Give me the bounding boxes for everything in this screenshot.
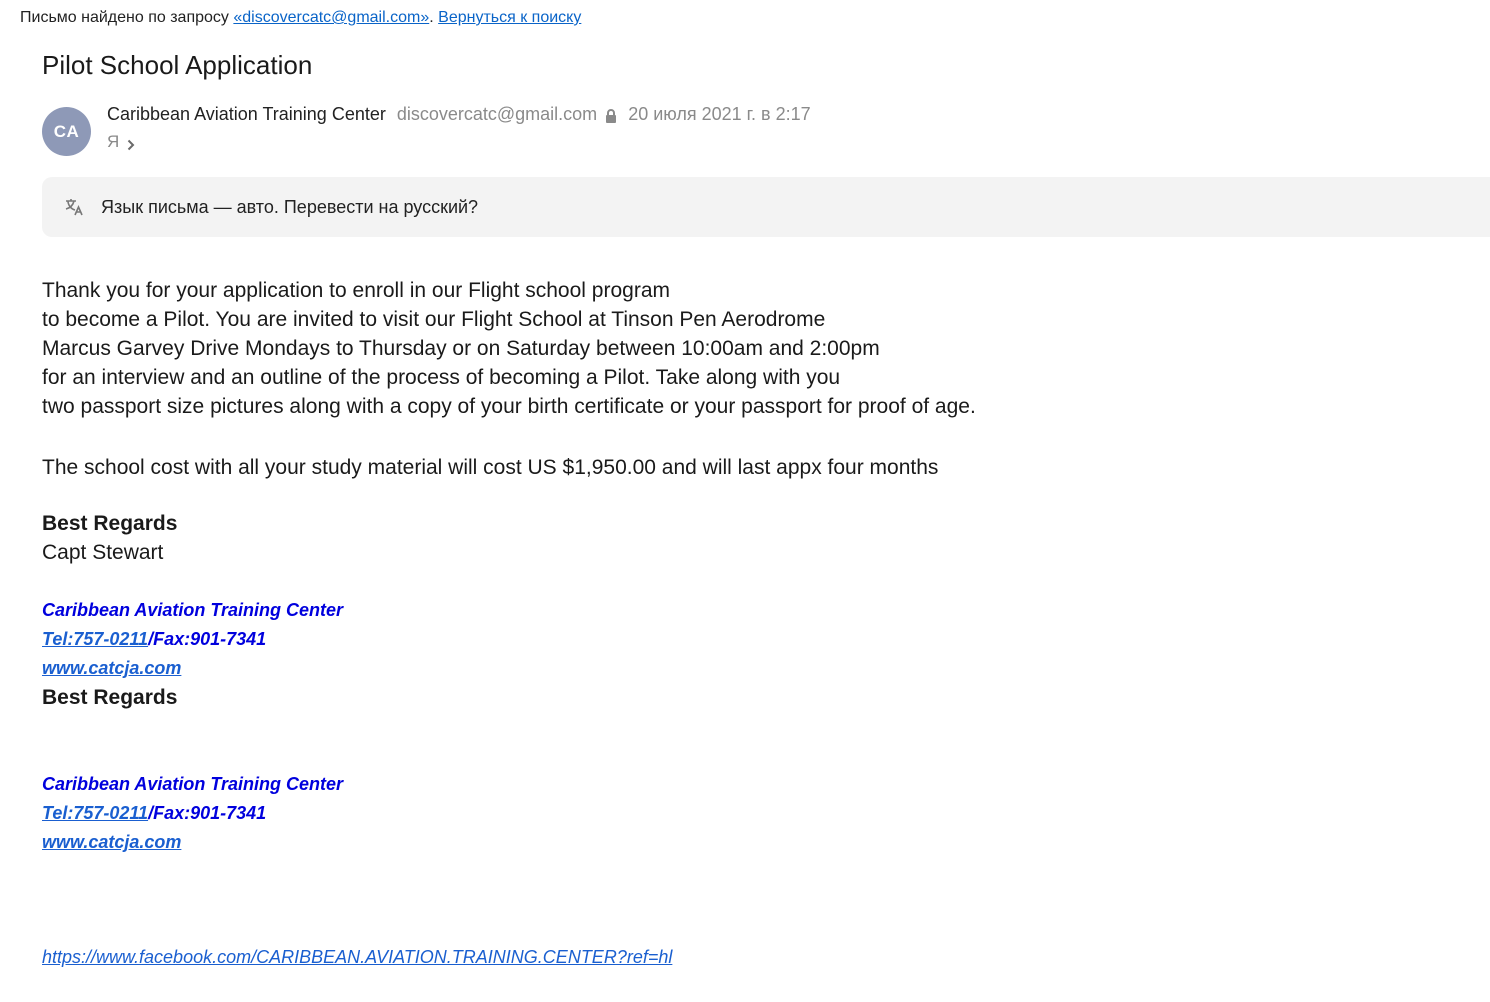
message-subject: Pilot School Application <box>42 50 313 80</box>
signature-website-link[interactable]: www.catcja.com <box>42 832 182 852</box>
body-sender-name: Capt Stewart <box>42 541 164 564</box>
body-cost-line: The school cost with all your study material will cost US $1,950.00 and will last appx four months <box>42 456 939 479</box>
body-line: two passport size pictures along with a copy of your birth certificate or your passport for proof of age. <box>42 395 976 418</box>
search-notice <box>20 9 581 27</box>
signature-block <box>42 596 976 683</box>
signature-regards: Best Regards <box>42 686 178 709</box>
message-date: 20 июля 2021 г. в 2:17 <box>628 104 811 124</box>
signature-block <box>42 770 976 857</box>
signature-company: Caribbean Aviation Training Center <box>42 600 344 620</box>
facebook-link[interactable]: https://www.facebook.com/CARIBBEAN.AVIATION.TRAINING.CENTER?ref=hl <box>42 947 673 967</box>
sender-line <box>107 104 811 125</box>
chevron-right-icon <box>127 136 135 148</box>
search-query-link[interactable]: «discovercatc@gmail.com» <box>233 9 430 26</box>
sender-name[interactable]: Caribbean Aviation Training Center <box>107 104 386 124</box>
translate-bar[interactable] <box>42 177 1490 237</box>
signature-tel-link[interactable]: Tel:757-0211 <box>42 629 149 649</box>
search-notice-separator: . <box>429 9 434 26</box>
lock-icon <box>605 108 617 124</box>
translate-icon <box>64 197 84 217</box>
sender-email[interactable]: discovercatc@gmail.com <box>396 104 598 124</box>
back-to-search-link[interactable]: Вернуться к поиску <box>438 9 582 26</box>
signature-website-link[interactable]: www.catcja.com <box>42 658 182 678</box>
body-line: Thank you for your application to enroll in our Flight school program <box>42 279 670 302</box>
body-line: Marcus Garvey Drive Mondays to Thursday or on Saturday between 10:00am and 2:00pm <box>42 337 880 360</box>
message-body <box>42 276 976 857</box>
translate-prompt[interactable]: Язык письма — авто. Перевести на русский? <box>101 196 479 217</box>
signature-fax: /Fax:901-7341 <box>148 803 267 823</box>
recipient-name: Я <box>107 132 120 151</box>
signature-company: Caribbean Aviation Training Center <box>42 774 344 794</box>
signature-fax: /Fax:901-7341 <box>148 629 267 649</box>
body-line: for an interview and an outline of the process of becoming a Pilot. Take along with you <box>42 366 841 389</box>
avatar-initials: CA <box>53 121 80 141</box>
sender-avatar[interactable] <box>42 107 91 156</box>
body-regards: Best Regards <box>42 512 178 535</box>
body-line: to become a Pilot. You are invited to visit our Flight School at Tinson Pen Aerodrome <box>42 308 826 331</box>
recipient-toggle[interactable] <box>107 132 135 152</box>
signature-tel-link[interactable]: Tel:757-0211 <box>42 803 149 823</box>
search-notice-prefix: Письмо найдено по запросу <box>20 9 234 26</box>
